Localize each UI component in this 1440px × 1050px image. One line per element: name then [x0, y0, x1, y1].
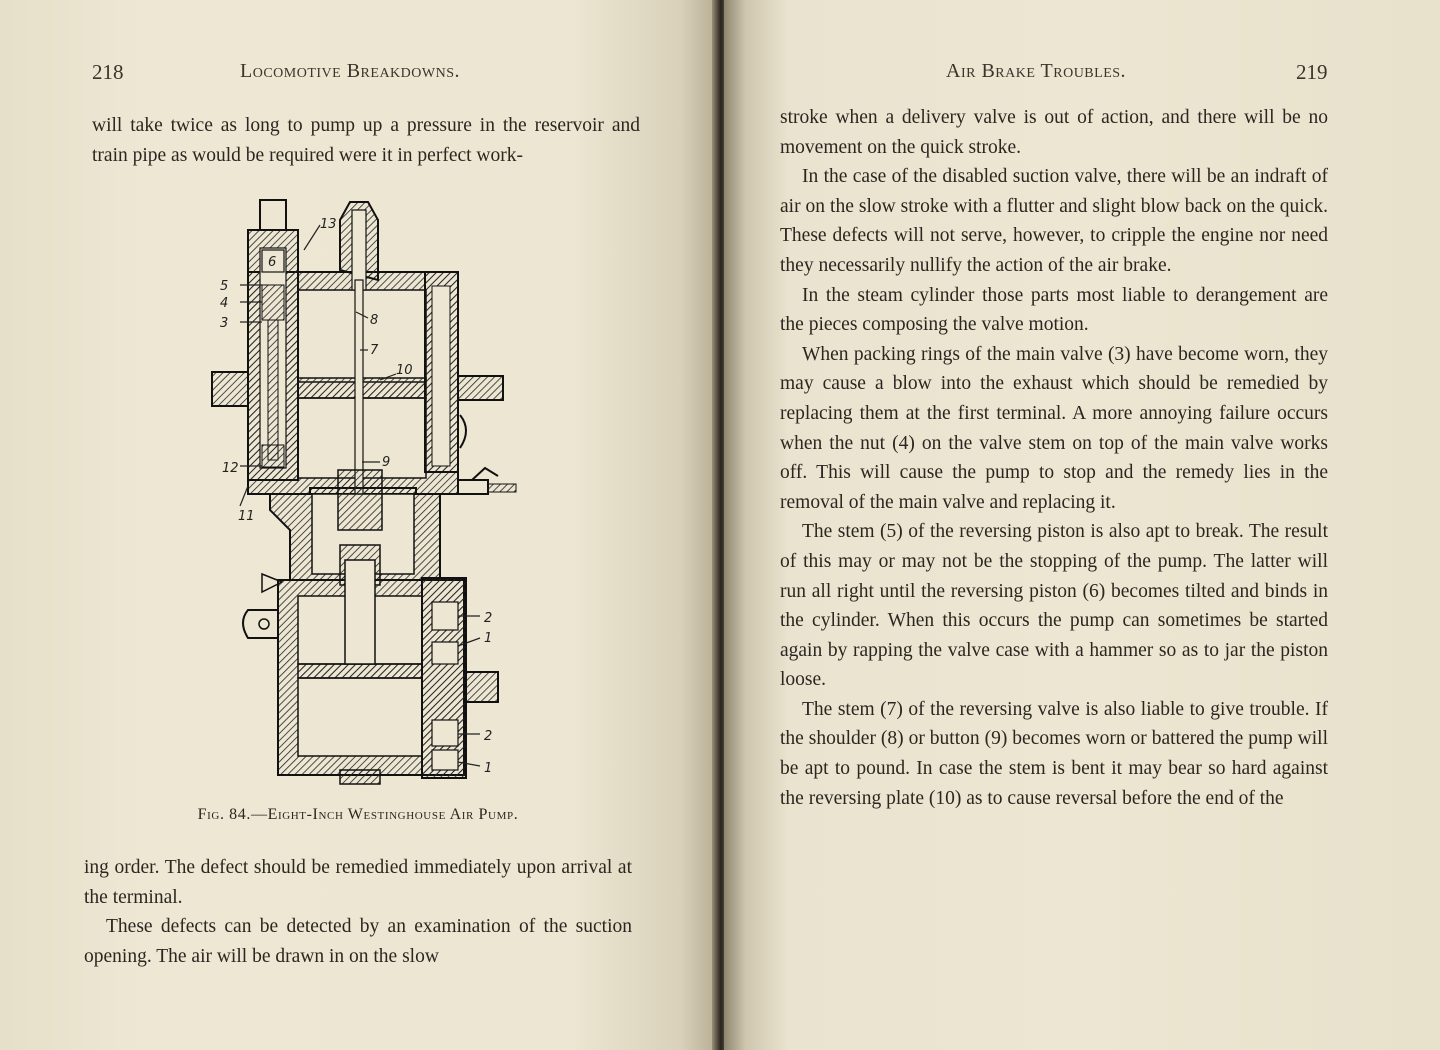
- label-2-top: 2: [484, 611, 493, 626]
- air-pump-diagram: [200, 190, 530, 790]
- page-number-right: 219: [1296, 60, 1328, 84]
- running-head-right: Air Brake Troubles.: [946, 60, 1127, 82]
- label-11: 11: [238, 509, 255, 524]
- left-top-text: [92, 111, 640, 170]
- figure-caption: Fig. 84.—Eight-Inch Westinghouse Air Pump.: [197, 806, 519, 823]
- label-8: 8: [370, 313, 379, 328]
- right-body-text: [780, 103, 1328, 813]
- label-3: 3: [220, 316, 229, 331]
- label-9: 9: [382, 455, 391, 470]
- label-2-bottom: 2: [484, 729, 493, 744]
- label-5: 5: [220, 279, 229, 294]
- label-10: 10: [396, 363, 413, 378]
- left-bottom-paragraph-2: These defects can be detected by an examination of the suction opening. The air will be drawn in on the slow: [84, 916, 632, 967]
- right-paragraph-5: The stem (5) of the reversing piston is also apt to break. The result of this may or may not be the stopping of the pump. The latter will run all right until the reversing piston (6) becomes tilted and binds in the cylinder. When this occurs the pump can sometimes be started again by rapping the valve case with a hammer so as to jar the piston loose.: [780, 521, 1328, 691]
- label-1-bottom: 1: [484, 761, 493, 776]
- right-paragraph-2: In the case of the disabled suction valve, there will be an indraft of air on the slow stroke with a flutter and slight blow back on the quick. These defects will not serve, however, to cripple the engine nor need they necessarily nullify the action of the air brake.: [780, 166, 1328, 276]
- label-13: 13: [320, 217, 337, 232]
- right-paragraph-3: In the steam cylinder those parts most liable to derangement are the pieces composing the valve motion.: [780, 284, 1328, 336]
- label-1-top: 1: [484, 631, 493, 646]
- page-number-left: 218: [92, 60, 124, 84]
- label-6: 6: [268, 255, 277, 270]
- right-paragraph-6: The stem (7) of the reversing valve is also liable to give trouble. If the shoulder (8) or button (9) becomes worn or battered the pump will be apt to pound. In case the stem is bent it may bear so hard against the reversing plate (10) as to cause reversal before the end of the: [780, 698, 1328, 809]
- left-top-paragraph: will take twice as long to pump up a pressure in the reservoir and train pipe as would be required were it in perfect work-: [92, 115, 640, 166]
- running-head-left: Locomotive Breakdowns.: [240, 60, 460, 82]
- label-4: 4: [220, 296, 229, 311]
- right-paragraph-4: When packing rings of the main valve (3) have become worn, they may cause a blow into the exhaust which should be remedied by replacing them at the first terminal. A more annoying failure occurs when the nut (4) on the valve stem on top of the main valve works off. This will cause the pump to stop and the remedy lies in the removal of the main valve and replacing it.: [780, 343, 1328, 513]
- air-piston: [298, 664, 422, 678]
- right-paragraph-1: stroke when a delivery valve is out of action, and there will be no movement on the quick stroke.: [780, 107, 1328, 158]
- left-page: [0, 0, 716, 1050]
- left-bottom-paragraph-1: ing order. The defect should be remedied immediately upon arrival at the terminal.: [84, 857, 632, 908]
- left-bottom-text: [84, 853, 632, 971]
- right-page: [724, 0, 1440, 1050]
- label-12: 12: [222, 461, 239, 476]
- label-7: 7: [370, 343, 379, 358]
- air-pump-figure: [200, 190, 530, 790]
